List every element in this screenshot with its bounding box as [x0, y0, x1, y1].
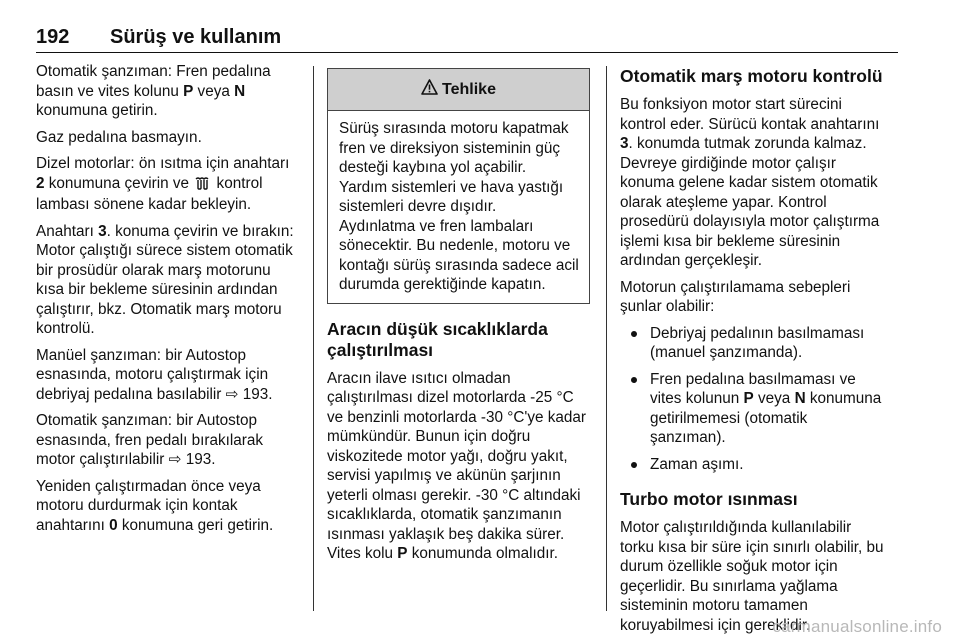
paragraph: Motorun çalıştırılamama sebepleri şunlar olabilir:	[620, 278, 851, 315]
paragraph: Gaz pedalına basmayın.	[36, 128, 202, 146]
bold-text: 2	[36, 174, 45, 192]
danger-text: Yardım sistemleri ve hava yastığı sistemleri devre dışıdır.	[339, 178, 564, 215]
watermark: carmanualsonline.info	[772, 617, 942, 636]
paragraph	[327, 369, 590, 564]
danger-body	[328, 111, 589, 303]
text: veya	[193, 82, 235, 100]
text: .	[268, 385, 273, 403]
danger-text: Aydınlatma ve fren lambaları sönecektir. Bu nedenle, motoru ve kontağı sürüş sırasında sadece acil durumda gerektiğinde kapatın.	[339, 217, 579, 293]
page-ref-arrow-icon: ⇨	[225, 385, 243, 403]
text: Fren pedalına basılmaması ve vites kolunun	[650, 370, 856, 407]
bullet-list	[620, 324, 885, 475]
paragraph	[36, 477, 298, 536]
glow-plug-icon	[195, 176, 210, 196]
text: veya	[753, 390, 795, 407]
danger-header	[328, 69, 589, 111]
paragraph	[620, 95, 885, 271]
bold-text: N	[234, 82, 246, 100]
list-item: Debriyaj pedalının basılmaması (manuel şanzımanda).	[620, 324, 885, 363]
text: Bu fonksiyon motor start sürecini kontrol eder. Sürücü kontak anahtarını	[620, 96, 880, 133]
text: konumuna getirilmemesi (otomatik şanzıman).	[650, 390, 882, 446]
section-heading: Otomatik marş motoru kontrolü	[620, 66, 883, 86]
text: Otomatik şanzıman: Fren pedalına basın ve vites kolunu	[36, 63, 271, 100]
text: Otomatik şanzıman: bir Autostop esnasında, fren pedalı bırakılarak motor çalıştırılabilir	[36, 412, 264, 468]
left-column	[36, 62, 298, 542]
bold-text: P	[183, 82, 194, 100]
bold-text: N	[794, 390, 806, 407]
text: kontrol lambası sönene kadar bekleyin.	[36, 174, 263, 213]
paragraph: Motor çalıştırıldığında kullanılabilir torku kısa bir süre için sınırlı olabilir, bu durum özellikle soğuk motor için geçerlidir. Bu sınırlama yağlama sisteminin motoru tamamen koruyabilmesi için gereklidir.	[620, 519, 884, 634]
text: . konumda tutmak zorunda kalmaz. Devreye girdiğinde motor çalışır konuma gelene kadar sistem otomatik olarak ateşleme yapar. Kontrol prosedürü dolayısıyla motor çalıştırma işlemi kısa bir bekleme süresinin ardından gerçekleşir.	[620, 135, 880, 269]
middle-column	[327, 62, 590, 571]
paragraph	[36, 346, 298, 405]
text: . konuma çevirin ve bırakın: Motor çalıştığı sürece sistem otomatik bir prosüdür olarak marş motorunu kısa bir bekleme süresinin ardından çalıştırır, bkz. Otomatik marş motoru kontrolü.	[36, 222, 294, 337]
text: konumuna çevirin ve	[44, 174, 194, 192]
header-divider	[36, 52, 898, 53]
right-column	[620, 62, 885, 642]
page-number: 192	[36, 26, 70, 48]
paragraph	[36, 62, 298, 121]
danger-box	[327, 68, 590, 304]
column-divider	[313, 66, 314, 611]
text: Dizel motorlar: ön ısıtma için anahtarı	[36, 155, 290, 172]
text: Manüel şanzıman: bir Autostop esnasında, motoru çalıştırmak için debriyaj pedalına basılabilir	[36, 346, 269, 403]
text: Aracın ilave ısıtıcı olmadan çalıştırılması dizel motorlarda -25 °C ve benzinli motorlarda -30 °C'ye kadar mümkündür. Bunun için doğru viskozitede motor yağı, doğru yakıt, servisi yapılmış ve akünün şarjının yeterli olması gerekir. -30 °C altındaki sıcaklıklarda, otomatik şanzımanın ısınması yaklaşık beş dakika sürer. Vites kolu	[327, 369, 587, 562]
section-heading: Aracın düşük sıcaklıklarda çalıştırılması	[327, 318, 548, 360]
text: Anahtarı	[36, 222, 99, 240]
danger-text: Sürüş sırasında motoru kapatmak fren ve direksiyon sisteminin güç desteği kaybına yol açabilir.	[339, 120, 569, 176]
section-heading: Turbo motor ısınması	[620, 489, 798, 509]
text: .	[211, 451, 216, 468]
text: konumuna geri getirin.	[117, 516, 274, 534]
danger-title: Tehlike	[442, 80, 496, 98]
column-divider	[606, 66, 607, 611]
bold-text: 3	[620, 135, 629, 152]
bold-text: 3	[98, 222, 107, 240]
page-ref-arrow-icon: ⇨	[168, 451, 186, 468]
bold-text: 0	[109, 516, 118, 534]
page-ref-link[interactable]: 193	[185, 451, 212, 468]
text: konumuna getirin.	[36, 102, 158, 119]
page-ref-link[interactable]: 193	[242, 385, 269, 403]
page-header	[36, 26, 281, 49]
text: konumunda olmalıdır.	[407, 545, 559, 562]
paragraph	[36, 222, 298, 339]
bold-text: P	[743, 390, 754, 407]
text: Yeniden çalıştırmadan önce veya motoru durdurmak için kontak anahtarını	[36, 477, 261, 534]
paragraph	[36, 154, 298, 215]
paragraph	[36, 411, 298, 470]
warning-triangle-icon	[421, 79, 438, 101]
list-item	[620, 370, 885, 448]
list-item: Zaman aşımı.	[620, 455, 885, 475]
bold-text: P	[397, 545, 408, 562]
page-title: Sürüş ve kullanım	[110, 26, 282, 48]
